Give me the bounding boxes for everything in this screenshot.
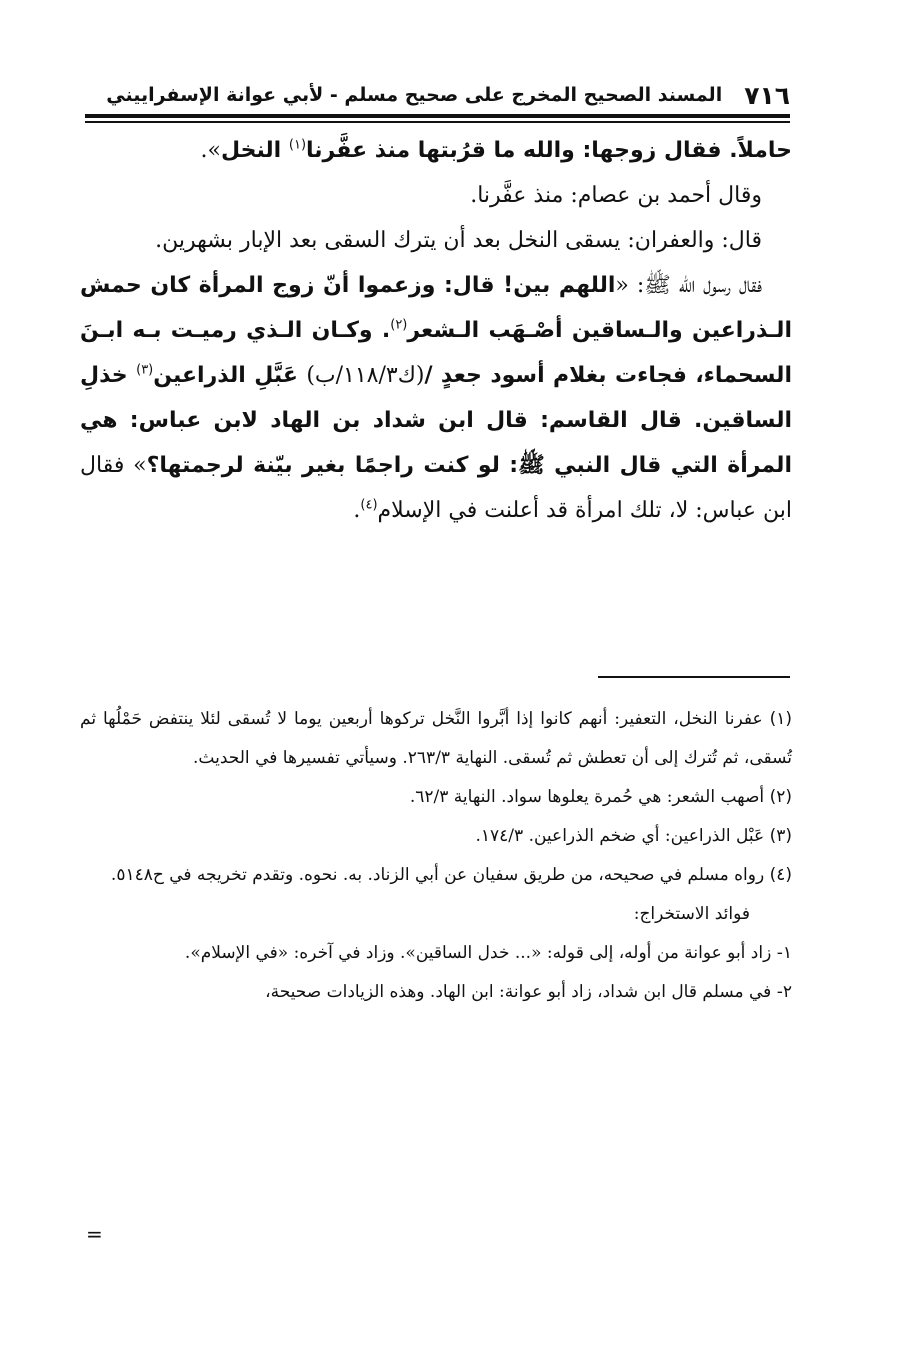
paragraph-4	[80, 263, 792, 533]
footnote-1	[80, 700, 792, 778]
footnote-number: (٢)	[769, 787, 792, 807]
header-rule-thick	[85, 114, 790, 118]
point-number: ١-	[776, 943, 792, 963]
book-title: المسند الصحيح المخرج على صحيح مسلم - لأبي عوانة الإسفراييني	[106, 84, 723, 106]
fawaid-point-2	[80, 973, 792, 1012]
hadith-text-bold: عَبَّلِ الذراعين	[153, 363, 307, 388]
footnote-text: أصهب الشعر: هي حُمرة يعلوها سواد. النهاية ٦٢/٣.	[409, 787, 765, 807]
footnotes-section	[80, 700, 792, 1012]
footnote-ref-3[interactable]: (٣)	[136, 362, 154, 378]
continuation-mark: =	[86, 1222, 103, 1246]
narration-outro: » فقال ابن عباس: لا، تلك امرأة قد أعلنت في الإسلام	[80, 453, 792, 523]
footnote-text: عَبْل الذراعين: أي ضخم الذراعين. ١٧٤/٣.	[475, 826, 765, 846]
hadith-text-bold: . وكـان الـذي رميـت بـه ابـنَ السحماء، فجاءت بغلام أسود جعدٍ /	[80, 318, 792, 388]
footnote-ref-2[interactable]: (٢)	[390, 317, 408, 333]
footnote-text: رواه مسلم في صحيحه، من طريق سفيان عن أبي الزناد. به. نحوه. وتقدم تخريجه في ح٥١٤٨.	[110, 865, 765, 885]
fawaid-title: فوائد الاستخراج:	[633, 904, 750, 924]
hadith-text-bold: حاملاً. فقال زوجها: والله ما قرُبتها منذ عفَّرنا	[306, 138, 792, 163]
footnote-text: عفرنا النخل، التعفير: أنهم كانوا إذا أبَّروا النَّخل تركوها أربعين يوما لا تُسقى لئلا ينتفض حَمْلُها ثم تُسقى، ثم تُترك إلى أن تعطش ثم تُسقى. النهاية ٢٦٣/٣. وسيأتي تفسيرها في الحديث.	[80, 709, 792, 768]
footnote-number: (١)	[769, 709, 792, 729]
closing-quote: ».	[200, 138, 221, 163]
footnote-2	[80, 778, 792, 817]
narration-intro: فقال رسول الله ﷺ: «	[615, 273, 762, 298]
footnote-ref-4[interactable]: (٤)	[360, 497, 378, 513]
hadith-text-bold: خذلِ الساقين. قال القاسم: قال ابن شداد بن الهاد لابن عباس: هي المرأة التي قال النبي ﷺ: لو كنت راجمًا بغير بيّنة لرجمتها؟	[80, 363, 792, 478]
point-number: ٢-	[776, 982, 792, 1002]
footnote-separator	[598, 676, 790, 678]
manuscript-ref: (ك١١٨/٣/ب)	[306, 363, 425, 388]
hadith-text-bold: النخل	[220, 138, 289, 163]
point-text: زاد أبو عوانة من أوله، إلى قوله: «... خدل الساقين». وزاد في آخره: «في الإسلام».	[184, 943, 772, 963]
paragraph-1	[80, 128, 792, 173]
point-text: في مسلم قال ابن شداد، زاد أبو عوانة: ابن الهاد. وهذه الزيادات صحيحة،	[265, 982, 772, 1002]
footnote-number: (٤)	[769, 865, 792, 885]
footnote-3	[80, 817, 792, 856]
fawaid-point-1	[80, 934, 792, 973]
paragraph-2: وقال أحمد بن عصام: منذ عفَّرنا.	[470, 183, 762, 208]
running-header	[85, 78, 790, 112]
final-period: .	[353, 498, 361, 523]
paragraph-3: قال: والعفران: يسقى النخل بعد أن يترك السقى بعد الإبار بشهرين.	[155, 228, 762, 253]
main-text	[80, 128, 792, 533]
footnote-number: (٣)	[769, 826, 792, 846]
header-rule-thin	[85, 121, 790, 123]
page-number: ٧١٦	[744, 80, 790, 110]
footnote-ref-1[interactable]: (١)	[288, 137, 307, 153]
footnote-4	[80, 856, 792, 895]
hadith-text-bold: اللهم بين! قال: وزعموا أنّ زوج المرأة كان حمش الـذراعين والـساقين أصْـهَب الـشعر	[80, 273, 792, 343]
